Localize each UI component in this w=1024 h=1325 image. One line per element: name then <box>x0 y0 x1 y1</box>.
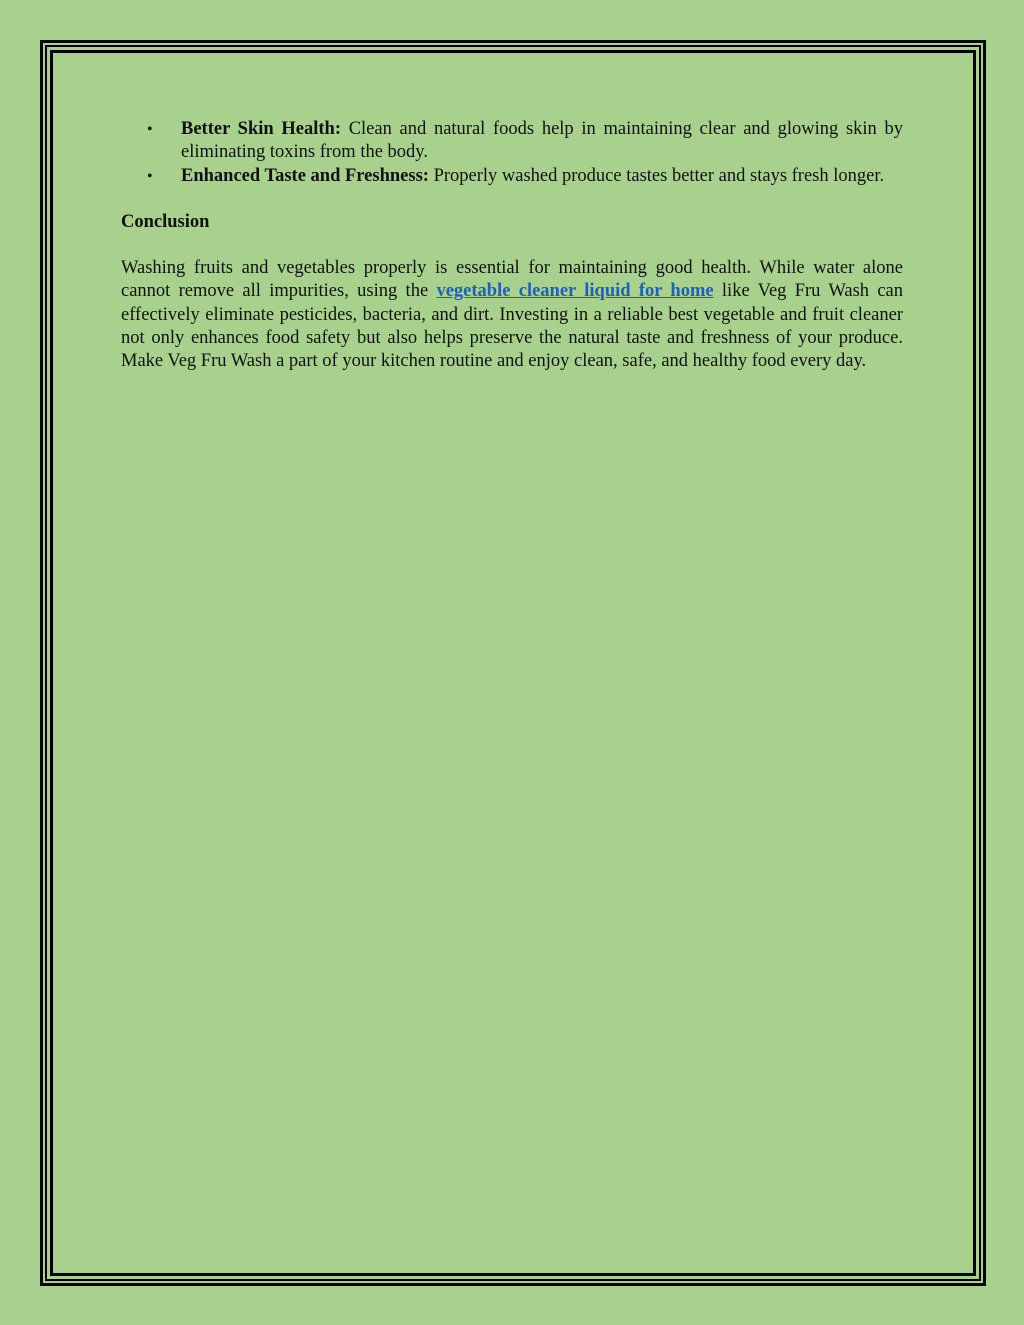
vegetable-cleaner-link[interactable]: vegetable cleaner liquid for home <box>436 281 714 302</box>
benefit-text: Clean and natural foods help in maintaining clear and glowing skin by eliminating toxins from the body. <box>181 119 903 163</box>
conclusion-heading: Conclusion <box>121 211 210 232</box>
bullet-icon: • <box>147 121 153 138</box>
benefit-title: Enhanced Taste and Freshness: <box>181 165 429 186</box>
document-content <box>121 118 903 374</box>
list-item <box>121 118 903 165</box>
benefits-list <box>121 118 903 188</box>
conclusion-text-after-link: like Veg Fru Wash can effectively eliminate pesticides, bacteria, and dirt. Investing in a reliable best vegetable and fruit cleaner not only enhances food safety but also helps preserve the natural taste and freshness of your produce. Make Veg Fru Wash a part of your kitchen routine and enjoy clean, safe, and healthy food every day. <box>121 281 904 372</box>
benefit-text: Properly washed produce tastes better and stays fresh longer. <box>428 165 885 186</box>
list-item <box>121 165 903 188</box>
conclusion-paragraph <box>121 257 903 373</box>
bullet-icon: • <box>147 167 153 185</box>
conclusion-text-before-link: Washing fruits and vegetables properly is essential for maintaining good health. While water alone cannot remove all impurities, using the <box>121 258 903 302</box>
benefit-title: Better Skin Health: <box>181 119 341 139</box>
